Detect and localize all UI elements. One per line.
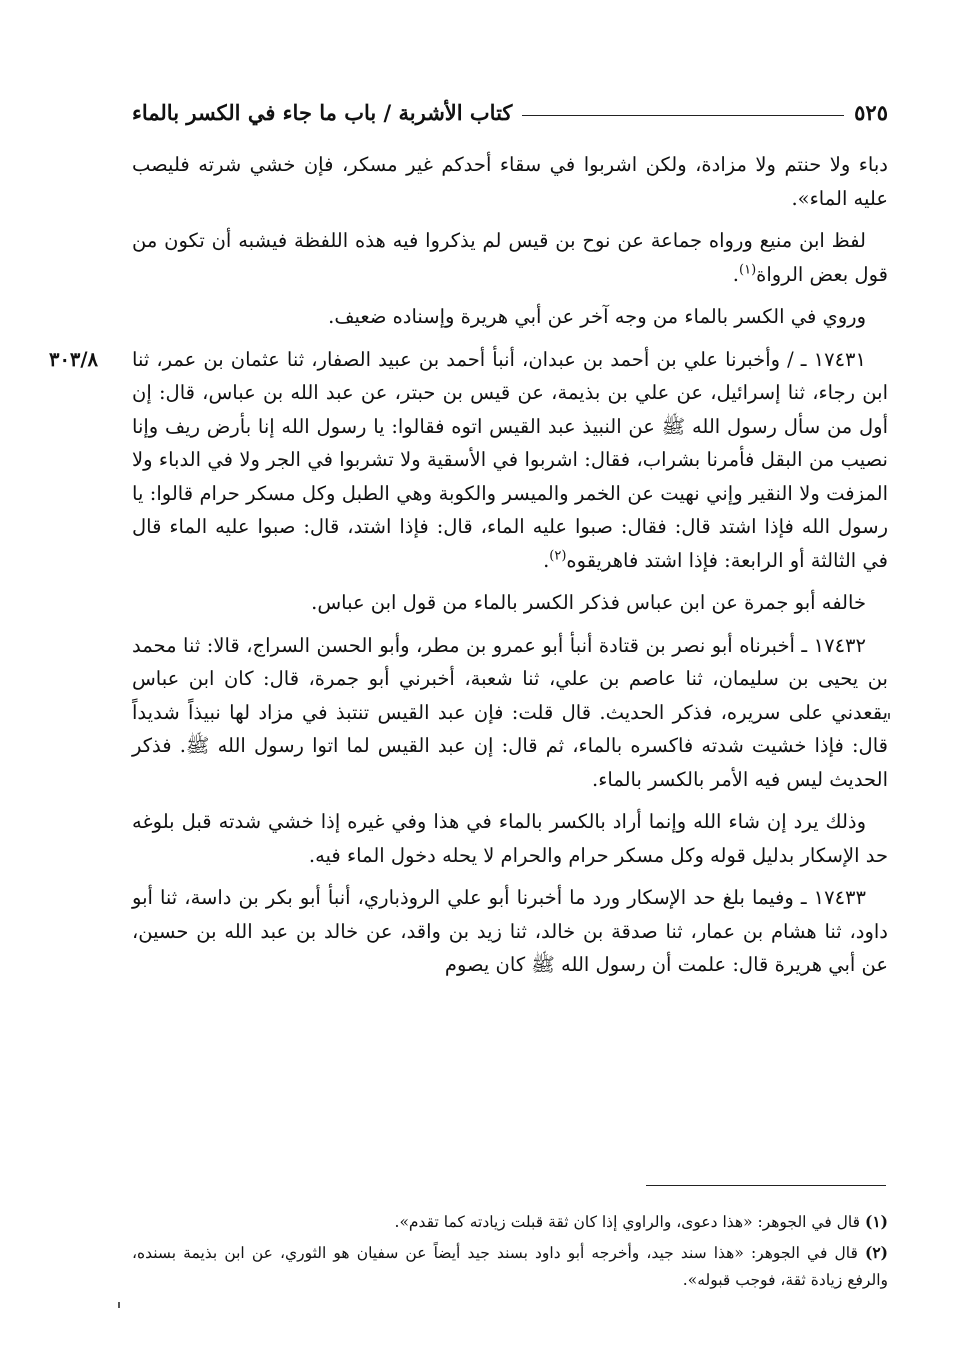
footnote-divider xyxy=(646,1185,886,1186)
margin-reference: ٣٠٣/٨ xyxy=(48,347,98,371)
hadith-paragraph: ١٧٤٣٣ ـ وفيما بلغ حد الإسكار ورد ما أخبرنا أبو علي الروذباري، أنبأ أبو بكر بن داسة، ثنا أبو داود، ثنا هشام بن عمار، ثنا صدقة بن خالد، ثنا زيد بن واقد، عن خالد بن عبد الله بن حسين، عن أبي هريرة قال: علمت أن رسول الله ﷺ كان يصوم xyxy=(132,886,888,976)
footnotes xyxy=(132,1208,888,1297)
hadith-paragraph: ٣٠٣/٨ ١٧٤٣١ ـ / وأخبرنا علي بن أحمد بن عبدان، أنبأ أحمد بن عبيد الصفار، ثنا عثمان بن عمر، ثنا ابن رجاء، ثنا إسرائيل، عن علي بن بذيمة، عن قيس بن حبتر، عن عبد الله بن عباس، قال: إن أول من سأل رسول الله ﷺ عن النبيذ عبد القيس اتوه فقالوا: يا رسول الله إنا بأرض ريف وإنا نصيب من البقل فأمرنا بشراب، فقال: اشربوا في الأسقية ولا تشربوا في الجر ولا في الدباء ولا المزفت ولا النقير وإني نهيت عن الخمر والميسر والكوبة وهي الطبل وكل مسكر حرام قالوا: يا رسول الله فإذا اشتد قال: فقال: صبوا عليه الماء، قال: فإذا اشتد، قال: صبوا عليه الماء قال في الثالثة أو الرابعة: فإذا اشتد فاهريقوه$^{(٢)}$. xyxy=(132,343,888,578)
footnote-text: قال في الجوهر: «هذا سند جيد، وأخرجه أبو داود بسند جيد أيضاً عن سفيان هو الثوري، عن ابن بذيمة بسنده، والرفع زيادة ثقة، فوجب قبوله». xyxy=(132,1244,888,1289)
scan-speck xyxy=(888,713,890,719)
paragraph: وذلك يرد إن شاء الله وإنما أراد بالكسر بالماء في هذا وفي غيره إذا خشي شدته قبل بلوغه حد الإسكار بدليل قوله وكل مسكر حرام والحرام لا يحله دخول الماء فيه. xyxy=(132,810,888,867)
footnote-text: قال في الجوهر: «هذا دعوى، والراوي إذا كان ثقة قبلت زيادته كما تقدم». xyxy=(394,1213,861,1231)
hadith-paragraph: ١٧٤٣٢ ـ أخبرناه أبو نصر بن قتادة أنبأ أبو عمرو بن مطر، وأبو الحسن السراج، قالا: ثنا محمد بن يحيى بن سليمان، ثنا عاصم بن علي، ثنا شعبة، أخبرني أبو جمرة، قال: كان ابن عباس يقعدني على سريره، فذكر الحديث. قال قلت: فإن عبد القيس تنتبذ في مزاد لها نبيذاً شديداً قال: فإذا خشيت شدته فاكسره بالماء، ثم قال: إن عبد القيس لما اتوا رسول الله ﷺ. فذكر الحديث ليس فيه الأمر بالكسر بالماء. xyxy=(132,633,888,791)
footnote-number: (٢) xyxy=(864,1243,888,1262)
scan-speck xyxy=(118,1302,120,1308)
paragraph: دباء ولا حنتم ولا مزادة، ولكن اشربوا في سقاء أحدكم غير مسكر، فإن خشي شرته فليصب عليه الماء». xyxy=(132,153,888,210)
paragraph: وروي في الكسر بالماء من وجه آخر عن أبي هريرة وإسناده ضعيف. xyxy=(328,305,866,328)
footnote-number: (١) xyxy=(864,1212,888,1231)
footnote xyxy=(132,1239,888,1294)
footnote-marker: (٢) xyxy=(549,548,567,563)
footnote xyxy=(132,1208,888,1236)
footnote-marker: (١) xyxy=(739,262,757,277)
main-text xyxy=(48,148,888,991)
header-title: كتاب الأشربة / باب ما جاء في الكسر بالماء xyxy=(132,99,513,125)
header-rule xyxy=(522,115,844,116)
paragraph: لفظ ابن منيع ورواه جماعة عن نوح بن قيس لم يذكروا فيه هذه اللفظة فيشبه أن تكون من قول بعض الرواة$^{(١)}$. xyxy=(132,229,888,286)
running-header xyxy=(132,94,888,130)
paragraph: خالفه أبو جمرة عن ابن عباس فذكر الكسر بالماء من قول ابن عباس. xyxy=(311,591,866,614)
page-number: ٥٢٥ xyxy=(854,99,888,125)
